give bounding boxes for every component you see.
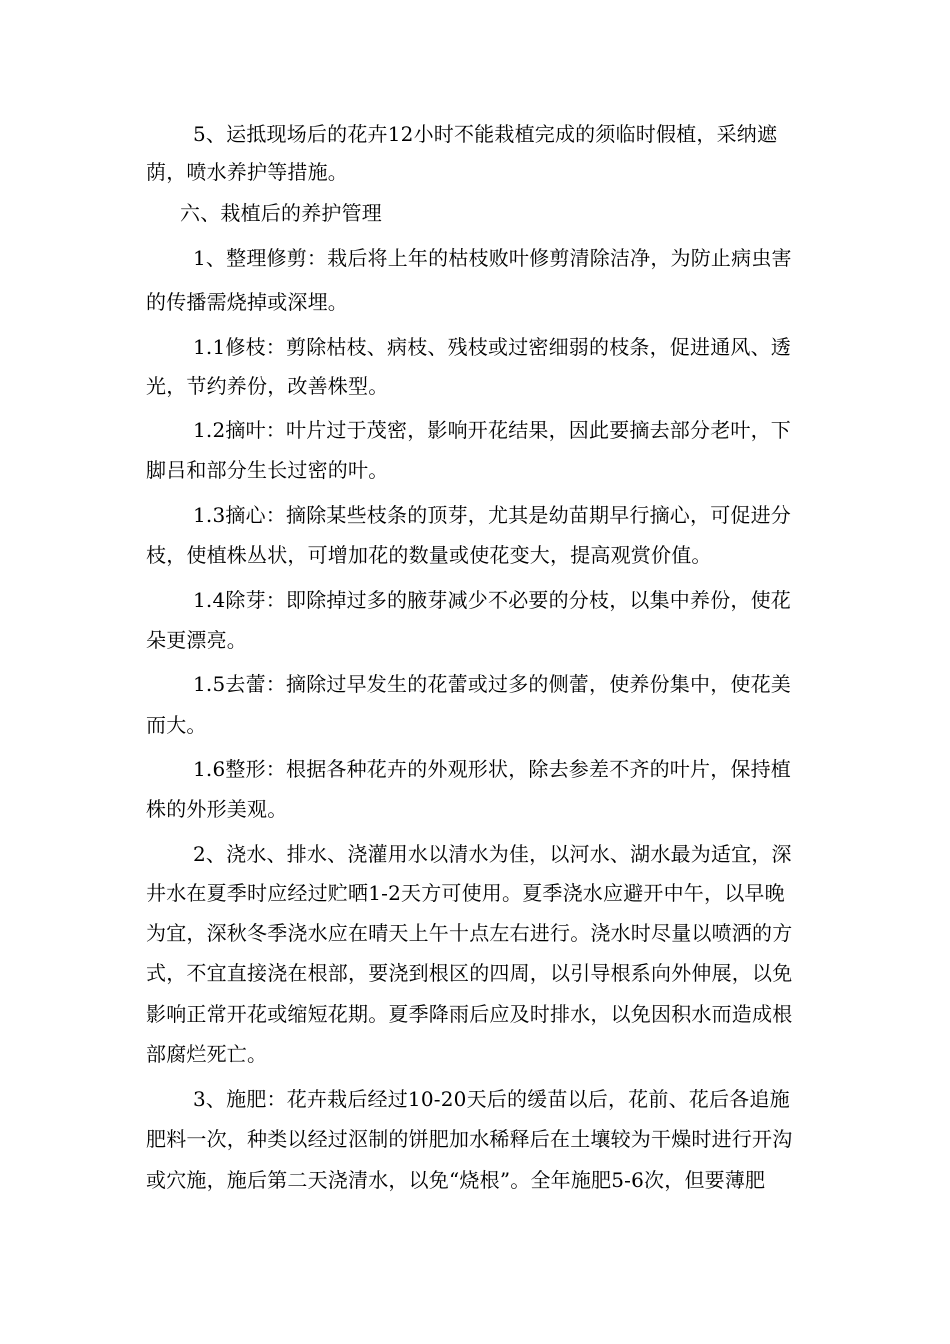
paragraph-2-line-3: 为宜，深秋冬季浇水应在晴天上午十点左右进行。浇水时尽量以喷洒的方 xyxy=(146,921,793,945)
paragraph-1-line-1: 1、整理修剪：栽后将上年的枯枝败叶修剪清除洁净，为防止病虫害 xyxy=(193,246,792,270)
paragraph-1-1-line-1: 1.1修枝：剪除枯枝、病枝、残枝或过密细弱的枝条，促进通风、透 xyxy=(193,335,792,359)
paragraph-2-line-4: 式，不宜直接浇在根部，要浇到根区的四周，以引导根系向外伸展，以免 xyxy=(146,961,793,985)
paragraph-5-line-2: 荫，喷水养护等措施。 xyxy=(146,160,348,184)
paragraph-3-line-2: 肥料一次，种类以经过沤制的饼肥加水稀释后在土壤较为干燥时进行开沟 xyxy=(146,1127,793,1151)
paragraph-2-line-2: 井水在夏季时应经过贮晒1-2天方可使用。夏季浇水应避开中午，以早晚 xyxy=(146,881,785,905)
paragraph-2-line-5: 影响正常开花或缩短花期。夏季降雨后应及时排水，以免因积水而造成根 xyxy=(146,1002,793,1026)
paragraph-1-3-line-1: 1.3摘心：摘除某些枝条的顶芽，尤其是幼苗期早行摘心，可促进分 xyxy=(193,503,792,527)
paragraph-1-5-line-2: 而大。 xyxy=(146,713,207,737)
section-heading-six: 六、栽植后的养护管理 xyxy=(180,201,382,225)
paragraph-1-4-line-2: 朵更漂亮。 xyxy=(146,628,247,652)
paragraph-1-4-line-1: 1.4除芽：即除掉过多的腋芽减少不必要的分枝，以集中养份，使花 xyxy=(193,588,792,612)
paragraph-1-1-line-2: 光，节约养份，改善株型。 xyxy=(146,374,389,398)
paragraph-2-line-1: 2、浇水、排水、浇灌用水以清水为佳，以河水、湖水最为适宜，深 xyxy=(193,842,792,866)
paragraph-1-line-2: 的传播需烧掉或深埋。 xyxy=(146,290,348,314)
paragraph-1-5-line-1: 1.5去蕾：摘除过早发生的花蕾或过多的侧蕾，使养份集中，使花美 xyxy=(193,672,792,696)
paragraph-3-line-1: 3、施肥：花卉栽后经过10-20天后的缓苗以后，花前、花后各追施 xyxy=(193,1087,790,1111)
paragraph-1-6-line-2: 株的外形美观。 xyxy=(146,797,288,821)
paragraph-2-line-6: 部腐烂死亡。 xyxy=(146,1042,268,1066)
paragraph-1-2-line-2: 脚吕和部分生长过密的叶。 xyxy=(146,458,389,482)
paragraph-3-line-3: 或穴施，施后第二天浇清水，以免“烧根”。全年施肥5-6次，但要薄肥 xyxy=(146,1168,766,1192)
paragraph-5-line-1: 5、运抵现场后的花卉12小时不能栽植完成的须临时假植，采纳遮 xyxy=(193,122,778,146)
paragraph-1-3-line-2: 枝，使植株丛状，可增加花的数量或使花变大，提高观赏价值。 xyxy=(146,543,712,567)
paragraph-1-6-line-1: 1.6整形：根据各种花卉的外观形状，除去参差不齐的叶片，保持植 xyxy=(193,757,792,781)
paragraph-1-2-line-1: 1.2摘叶：叶片过于茂密，影响开花结果，因此要摘去部分老叶，下 xyxy=(193,418,792,442)
